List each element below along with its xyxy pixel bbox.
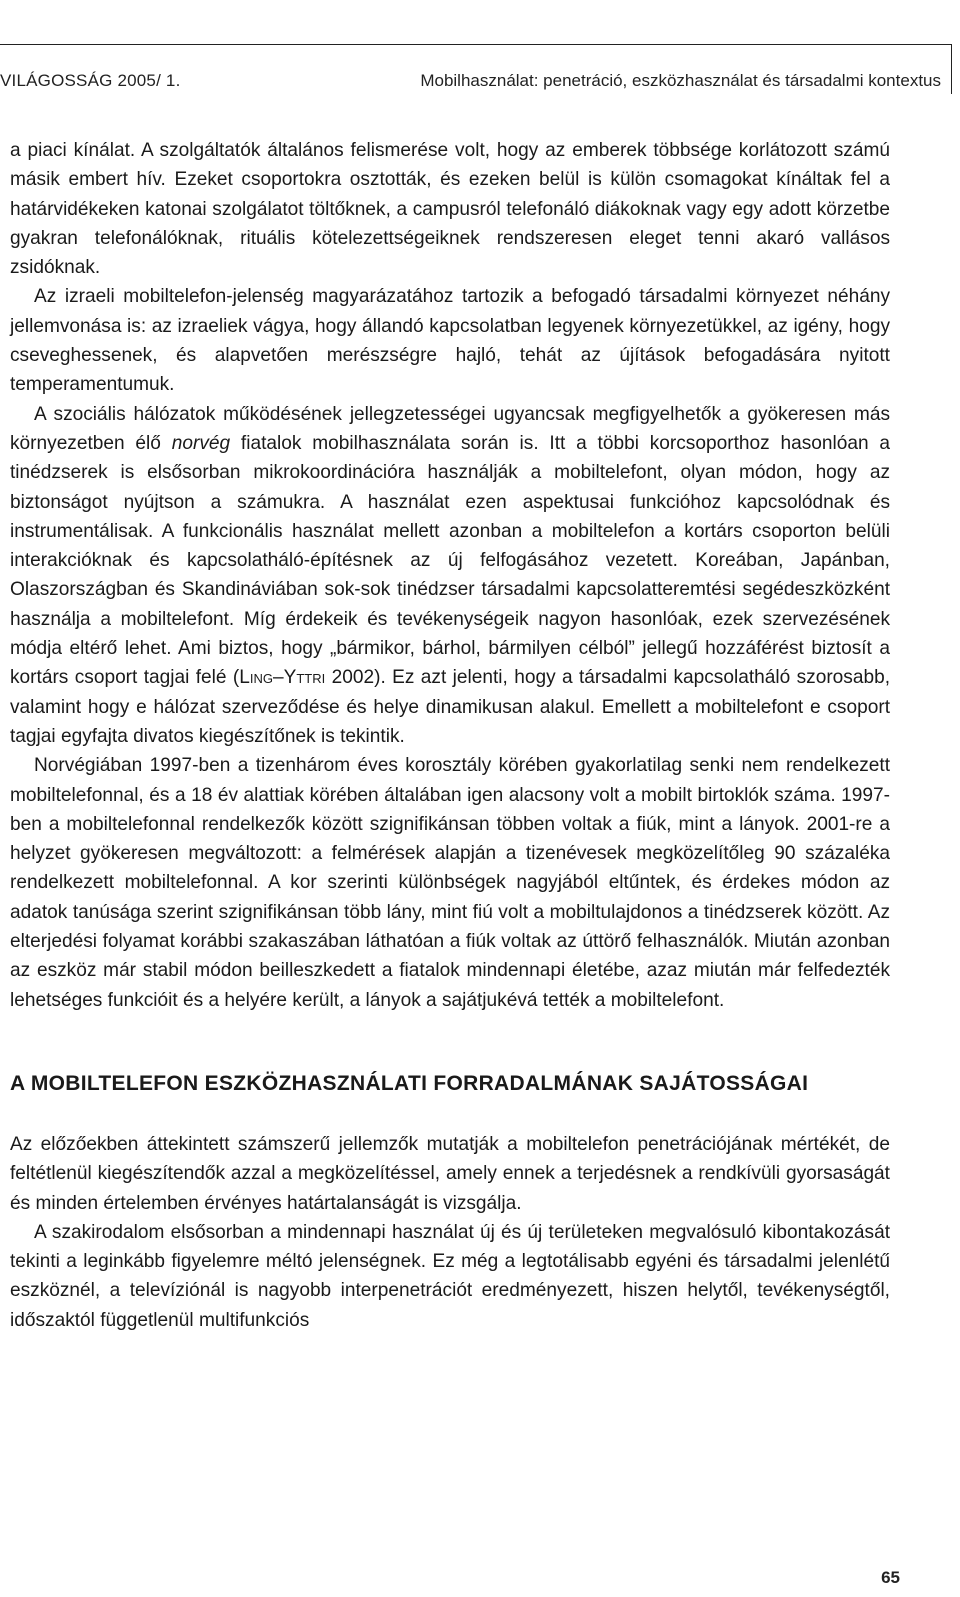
page-number: 65 [881,1568,900,1587]
journal-issue-label: VILÁGOSSÁG 2005/ 1. [0,71,181,90]
paragraph-text: A szociális hálózatok működésének jellegzetességei ugyancsak megfigyelhetők a gyökeresen más környezetben élő [10,403,890,454]
section-heading: A MOBILTELEFON ESZKÖZHASZNÁLATI FORRADALMÁNAK SAJÁTOSSÁGAI [10,1071,809,1095]
article-body [10,136,890,1335]
body-paragraph: Az előzőekben áttekintett számszerű jellemzők mutatják a mobiltelefon penetrációjának mértékét, de feltétlenül kiegészítendők azzal a megközelítéssel, amely ennek a terjedésnek a rendkívüli gyorsaságát és minden értelemben érvényes határtalanságát is vizsgálja. [10,1133,890,1214]
body-paragraph: a piaci kínálat. A szolgáltatók általános felismerése volt, hogy az emberek többsége korlátozott számú másik embert hív. Ezeket csoportokra osztották, és ezeken belül is külön csomagokat kínáltak fel a határvidékeken katonai szolgálatot töltőknek, a campusról telefonáló diákoknak vagy egy adott körzetbe gyakran telefonálóknak, rituális kötelezettségeiknek rendszeresen eleget tenni akaró vallásos zsidóknak. [10,140,890,279]
article-running-title: Mobilhasználat: penetráció, eszközhasználat és társadalmi kontextus [420,71,941,90]
paragraph-text: 2002). Ez azt jelenti, hogy a társadalmi kapcsolatháló szorosabb, valamint hogy e hálózat szerveződése és helye dinamikusan alakul. Emellett a mobiltelefont e csoport tagjai egyfajta divatos kiegészítőnek is tekintik. [10,667,890,747]
paragraph-text: fiatalok mobilhasználata során is. Itt a többi korcsoporthoz hasonlóan a tinédzserek is elsősorban mikrokoordinációra használják a mobiltelefont, olyan módon, hogy az biztonságot nyújtson a számukra. A használat ezen aspektusai funkcióhoz kapcsolódnak és instrumentálisak. A funkcionális használat mellett azonban a mobiltelefon a kortárs csoporton belüli interakcióknak és kapcsolatháló-építésnek az új felfogásához vezetett. Koreában, Japánban, Olaszországban és Skandináviában sok-sok tinédzser társadalmi kapcsolatteremtési segédeszközként használja a mobiltelefont. Míg érdekeik és tevékenységeik nagyon hasonlóak, ezek szervezésének módja eltérő lehet. Ami biztos, hogy „bármikor, bárhol, bármilyen célból” jellegű hozzáférést biztosít a kortárs csoport tagjai felé ( [10,432,890,689]
body-paragraph: A szakirodalom elsősorban a mindennapi használat új és új területeken megvalósuló kibontakozását tekinti a leginkább figyelemre méltó jelenségnek. Ez még a legtotálisabb egyéni és társadalmi jelenlétű eszköznél, a televíziónál is nagyobb interpenetrációt eredményezett, hiszen helytől, tevékenységtől, időszaktól függetlenül multifunkciós [10,1221,890,1331]
citation-authors: Ling–Yttri [239,667,326,689]
body-paragraph: Az izraeli mobiltelefon-jelenség magyarázatához tartozik a befogadó társadalmi környezet néhány jellemvonása is: az izraeliek vágya, hogy állandó kapcsolatban legyenek környezetükkel, az igény, hogy cseveghessenek, és alapvetően merészségre hajló, tehát az újítások befogadására nyitott temperamentumuk. [10,286,890,396]
body-paragraph: Norvégiában 1997-ben a tizenhárom éves korosztály körében gyakorlatilag senki nem rendelkezett mobiltelefonnal, és a 18 év alattiak körében általában igen alacsony volt a mobilt birtoklók száma. 1997-ben a mobiltelefonnal rendelkezők között szignifikánsan többen voltak a fiúk, mint a lányok. 2001-re a helyzet gyökeresen megváltozott: a felmérések alapján a tizenévesek megközelítőleg 90 százaléka rendelkezett mobiltelefonnal. A kor szerinti különbségek nagyjából eltűntek, és érdekes módon az adatok tanúsága szerint szignifikánsan több lány, mint fiú volt a mobiltulajdonos a tinédzserek között. Az elterjedési folyamat korábbi szakaszában láthatóan a fiúk voltak az úttörő felhasználók. Miután azonban az eszköz már stabil módon beilleszkedett a fiatalok mindennapi életébe, azaz miután már felfedezték lehetséges funkcióit és a helyére került, a lányok a sajátjukévá tették a mobiltelefont. [10,755,890,1011]
italic-term: norvég [171,432,231,454]
body-paragraph [10,400,890,752]
running-header [0,44,952,94]
